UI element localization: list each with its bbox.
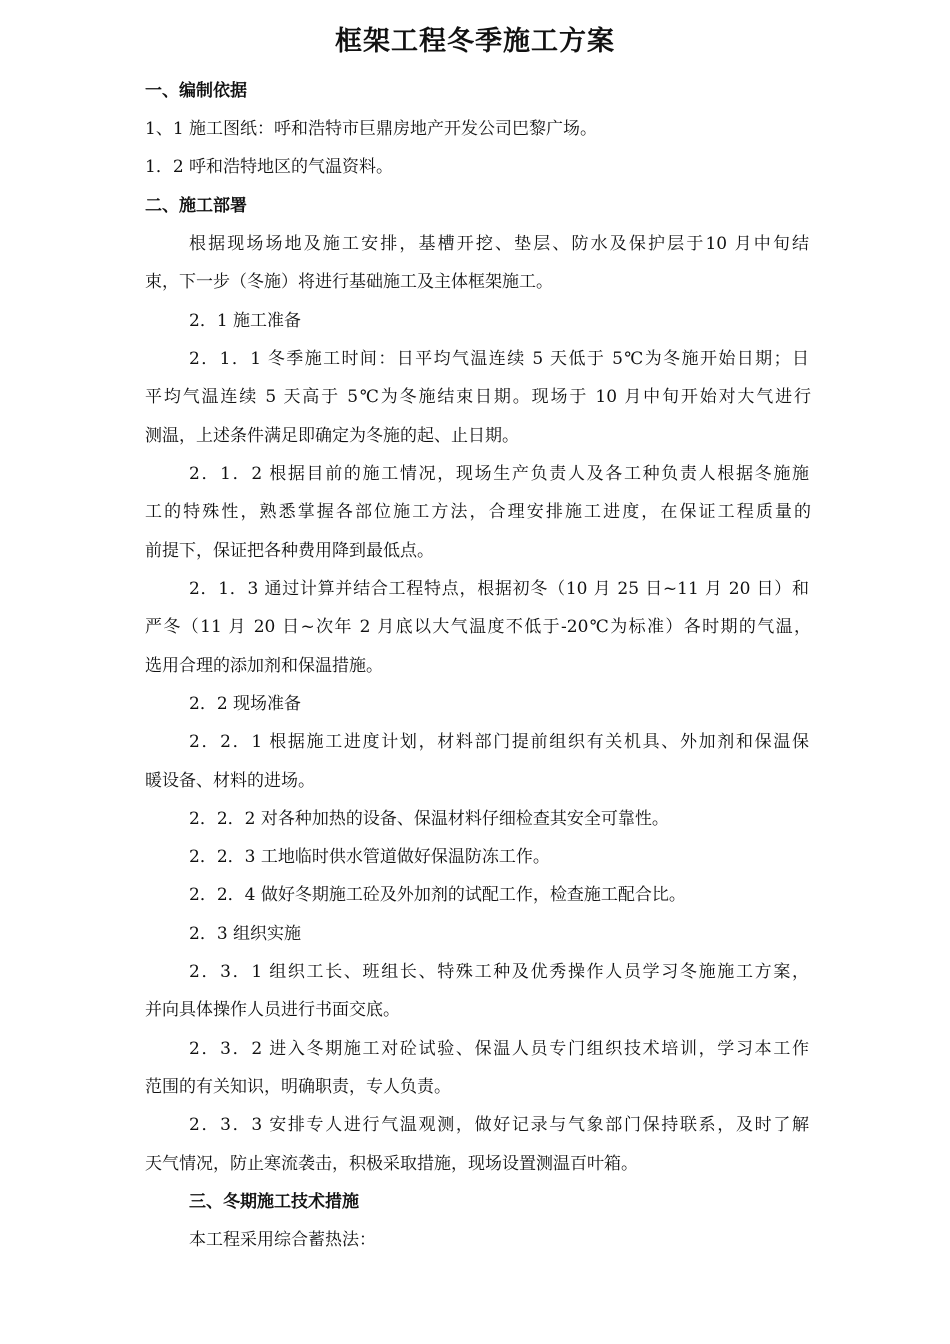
section-1-item-2: 1．2 呼和浩特地区的气温资料。 — [145, 157, 394, 177]
section-3-heading: 三、冬期施工技术措施 — [189, 1192, 359, 1212]
paragraph-2-2-1-line-1: 2．2．1 根据施工进度计划，材料部门提前组织有关机具、外加剂和保温保 — [189, 732, 809, 752]
paragraph-2-1-3-line-1: 2．1．3 通过计算并结合工程特点，根据初冬（10 月 25 日~11 月 20 日）和 — [189, 579, 809, 599]
paragraph-2-1-1-line-2: 平均气温连续 5 天高于 5℃为冬施结束日期。现场于 10 月中旬开始对大气进行 — [145, 387, 811, 407]
paragraph-2-3-1-line-1: 2．3．1 组织工长、班组长、特殊工种及优秀操作人员学习冬施施工方案， — [189, 962, 809, 982]
document-title: 框架工程冬季施工方案 — [335, 26, 615, 57]
section-3-intro: 本工程采用综合蓄热法： — [189, 1230, 376, 1250]
section-1-item-1: 1、1 施工图纸：呼和浩特市巨鼎房地产开发公司巴黎广场。 — [145, 119, 598, 139]
section-1-heading: 一、编制依据 — [145, 81, 247, 101]
paragraph-2-1-2-line-1: 2．1．2 根据目前的施工情况，现场生产负责人及各工种负责人根据冬施施 — [189, 464, 809, 484]
subsection-2-1-title: 2．1 施工准备 — [189, 311, 302, 331]
paragraph-2-1-1-line-1: 2．1．1 冬季施工时间：日平均气温连续 5 天低于 5℃为冬施开始日期；日 — [189, 349, 809, 369]
paragraph-2-2-1-line-2: 暖设备、材料的进场。 — [145, 771, 315, 791]
paragraph-2-3-3-line-1: 2．3．3 安排专人进行气温观测，做好记录与气象部门保持联系，及时了解 — [189, 1115, 809, 1135]
paragraph-2-1-3-line-3: 选用合理的添加剂和保温措施。 — [145, 656, 383, 676]
subsection-2-2-title: 2．2 现场准备 — [189, 694, 302, 714]
paragraph-2-3-2-line-2: 范围的有关知识，明确职责，专人负责。 — [145, 1077, 451, 1097]
paragraph-2-1-1-line-3: 测温，上述条件满足即确定为冬施的起、止日期。 — [145, 426, 519, 446]
subsection-2-3-title: 2．3 组织实施 — [189, 924, 302, 944]
section-2-intro-line-2: 束，下一步（冬施）将进行基础施工及主体框架施工。 — [145, 272, 553, 292]
paragraph-2-1-2-line-3: 前提下，保证把各种费用降到最低点。 — [145, 541, 434, 561]
paragraph-2-3-2-line-1: 2．3．2 进入冬期施工对砼试验、保温人员专门组织技术培训，学习本工作 — [189, 1039, 809, 1059]
section-2-heading: 二、施工部署 — [145, 196, 247, 216]
paragraph-2-1-3-line-2: 严冬（11 月 20 日~次年 2 月底以大气温度不低于-20℃为标准）各时期的气温， — [145, 617, 811, 637]
paragraph-2-3-3-line-2: 天气情况，防止寒流袭击，积极采取措施，现场设置测温百叶箱。 — [145, 1154, 638, 1174]
section-2-intro-line-1: 根据现场场地及施工安排，基槽开挖、垫层、防水及保护层于10 月中旬结 — [189, 234, 809, 254]
paragraph-2-2-2: 2．2．2 对各种加热的设备、保温材料仔细检查其安全可靠性。 — [189, 809, 669, 829]
paragraph-2-1-2-line-2: 工的特殊性，熟悉掌握各部位施工方法，合理安排施工进度，在保证工程质量的 — [145, 502, 811, 522]
paragraph-2-3-1-line-2: 并向具体操作人员进行书面交底。 — [145, 1000, 400, 1020]
paragraph-2-2-3: 2．2．3 工地临时供水管道做好保温防冻工作。 — [189, 847, 550, 867]
paragraph-2-2-4: 2．2．4 做好冬期施工砼及外加剂的试配工作，检查施工配合比。 — [189, 885, 686, 905]
